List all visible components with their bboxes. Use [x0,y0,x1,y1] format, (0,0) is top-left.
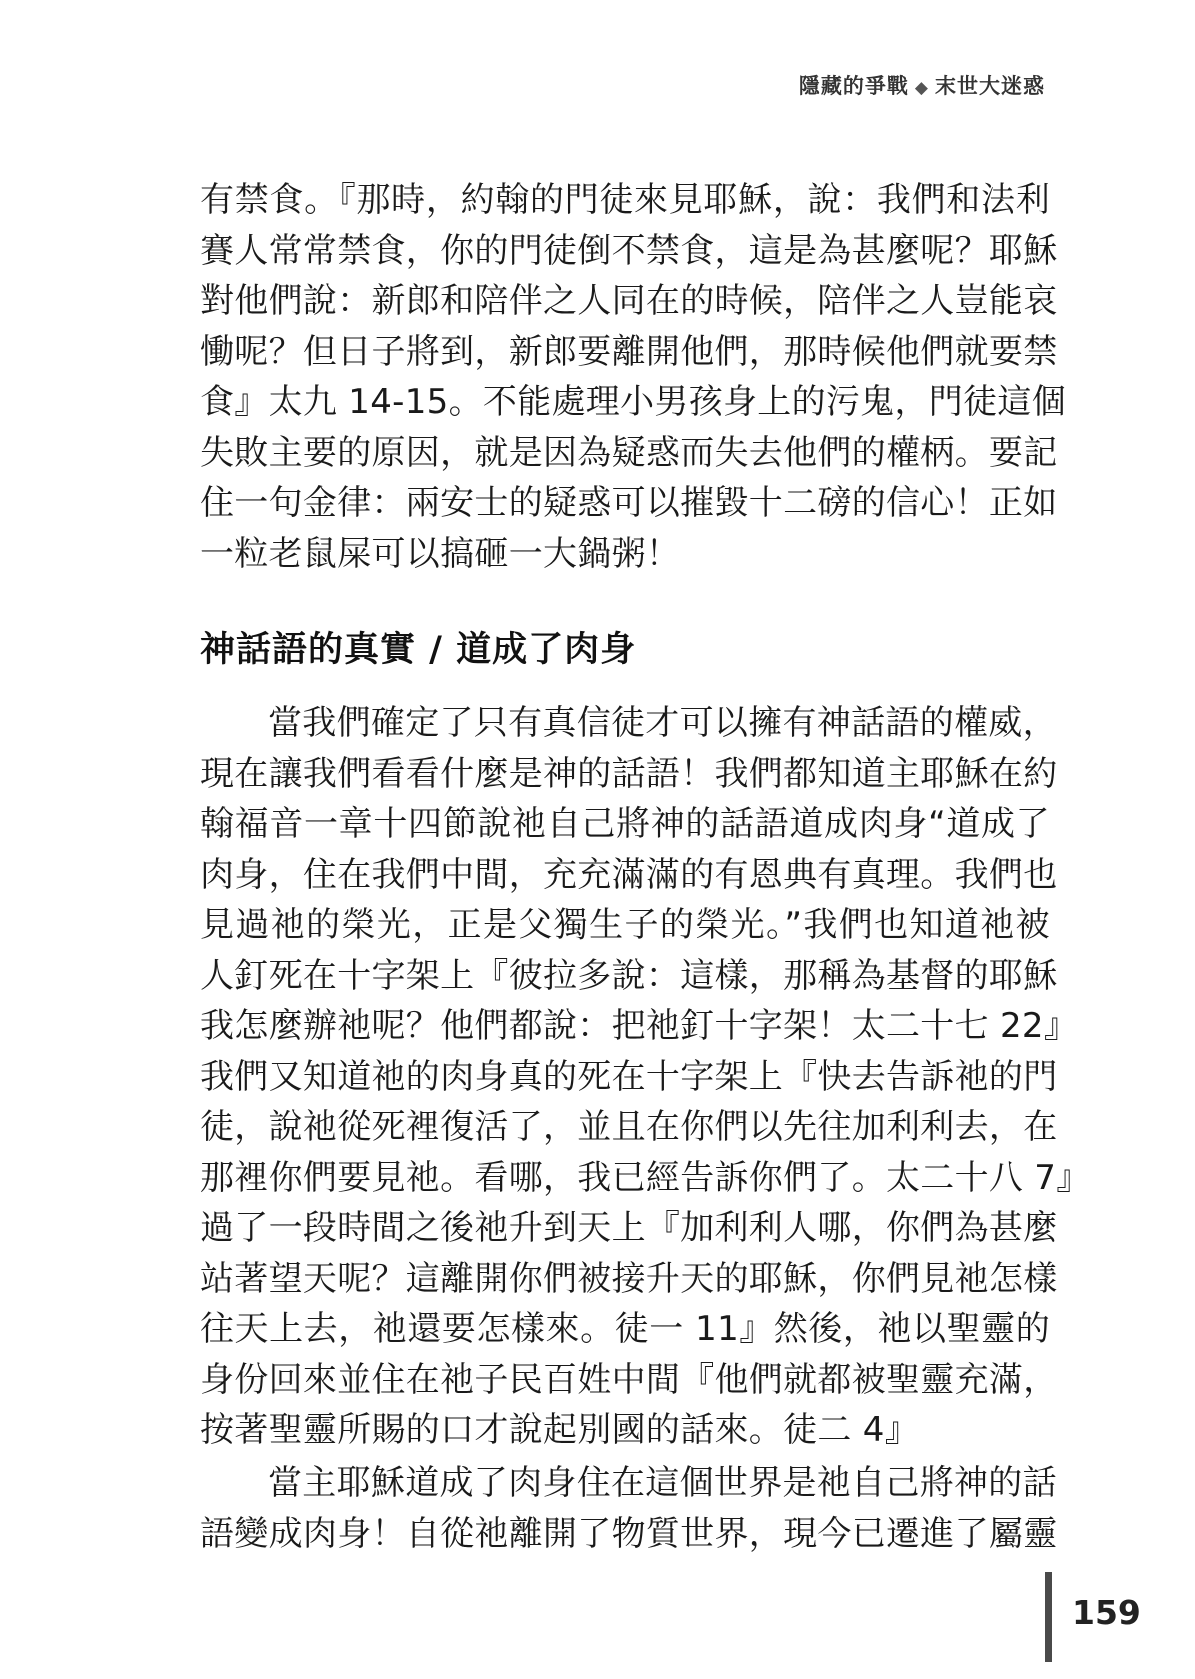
text-line: 往天上去，祂還要怎樣來。徒一 11』然後，祂以聖靈的 [200,1309,1050,1349]
text-line: 失敗主要的原因，就是因為疑惑而失去他們的權柄。要記 [200,432,1058,473]
text-line: 肉身，住在我們中間，充充滿滿的有恩典有真理。我們也 [200,854,1058,895]
text-line: 對他們說：新郎和陪伴之人同在的時候，陪伴之人豈能哀 [200,281,1058,321]
text-line: 有禁食。『那時，約翰的門徒來見耶穌，說：我們和法利 [200,180,1050,220]
text-line: 站著望天呢？這離開你們被接升天的耶穌，你們見祂怎樣 [200,1258,1058,1299]
text-line: 現在讓我們看看什麼是神的話語！我們都知道主耶穌在約 [200,753,1058,794]
paragraph-word-of-god [200,698,1091,1456]
page-number-rule [1045,1572,1052,1662]
paragraph-continuation [200,175,1067,579]
text-line: 住一句金律：兩安士的疑惑可以摧毀十二磅的信心！正如 [200,483,1058,523]
text-line: 慟呢？但日子將到，新郎要離開他們，那時候他們就要禁 [200,331,1058,372]
chapter-title: 末世大迷惑 [935,74,1045,98]
text-line: 當我們確定了只有真信徒才可以擁有神話語的權威， [268,703,1057,743]
text-line: 人釘死在十字架上『彼拉多說：這樣，那稱為基督的耶穌 [200,955,1058,996]
section-heading: 神話語的真實 / 道成了肉身 [200,630,637,670]
text-line: 翰福音一章十四節說祂自己將神的話語道成肉身“道成了 [200,804,1050,844]
text-line: 食』太九 14-15。不能處理小男孩身上的污鬼，門徒這個 [200,382,1067,422]
text-line: 當主耶穌道成了肉身住在這個世界是祂自己將神的話 [268,1463,1057,1503]
text-line: 見過祂的榮光，正是父獨生子的榮光。”我們也知道祂被 [200,905,1050,945]
book-title: 隱藏的爭戰 [798,74,909,98]
text-line: 語變成肉身！自從祂離開了物質世界，現今已遷進了屬靈 [200,1513,1058,1554]
diamond-separator-icon: ◆ [914,78,929,98]
text-line: 一粒老鼠屎可以搞砸一大鍋粥！ [200,533,681,574]
text-line: 我怎麼辦祂呢？他們都說：把祂釘十字架！太二十七 22』 [200,1006,1079,1046]
text-line: 那裡你們要見祂。看哪，我已經告訴你們了。太二十八 7』 [200,1157,1091,1198]
text-line: 身份回來並住在祂子民百姓中間『他們就都被聖靈充滿， [200,1359,1058,1400]
page-number: 159 [1072,1593,1141,1632]
running-header [799,70,1045,100]
text-line: 我們又知道祂的肉身真的死在十字架上『快去告訴祂的門 [200,1056,1058,1097]
paragraph-incarnation [200,1458,1058,1559]
text-line: 賽人常常禁食，你的門徒倒不禁食，這是為甚麼呢？耶穌 [200,230,1058,271]
text-line: 徒，說祂從死裡復活了，並且在你們以先往加利利去，在 [200,1107,1058,1147]
text-line: 過了一段時間之後祂升到天上『加利利人哪，你們為甚麼 [200,1208,1058,1248]
text-line: 按著聖靈所賜的口才說起別國的話來。徒二 4』 [200,1410,920,1450]
